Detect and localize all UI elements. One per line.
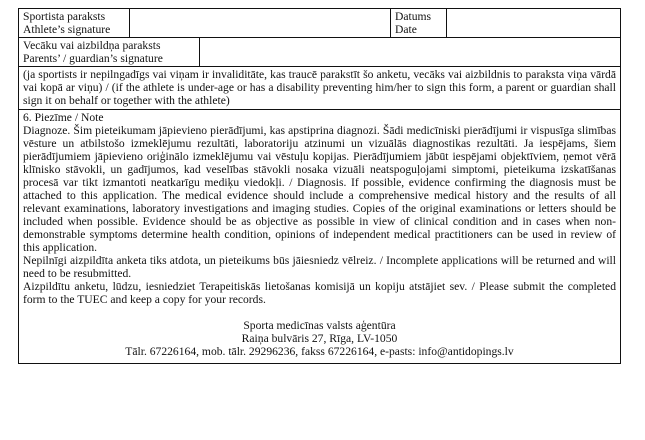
athlete-signature-field[interactable] [130,9,391,37]
incomplete-applications-text: Nepilnīgi aizpildīta anketa tiks atdota, un pieteikums būs jāiesniedz vēlreiz. / Incomplete applications will be returned and will need to be resubmitted. [23,254,616,280]
note-section [19,110,620,363]
date-label-en: Date [395,23,417,36]
submit-instructions-text: Aizpildītu anketu, lūdzu, iesniedziet Terapeitiskās lietošanas komisijā un kopiju atstājiet sev. / Please submit the completed form to the TUEC and keep a copy for your records. [23,280,616,306]
guardian-signature-label-en: Parents’ / guardian’s signature [23,52,163,65]
athlete-signature-label [19,9,130,37]
guardian-signature-label-lv: Vecāku vai aizbildņa paraksts [23,39,161,52]
guardian-note: (ja sportists ir nepilngadīgs vai viņam ir invaliditāte, kas traucē parakstīt šo anketu, vecāks vai aizbildnis to paraksta viņa vārdā vai kopā ar viņu) / (if the athlete is under-age or has a disability preventing him/her to sign this form, a parent or guardian shall sign it on behalf or together with the athlete) [23,68,616,107]
agency-contacts: Tālr. 67226164, mob. tālr. 29296236, fakss 67226164, e-pasts: info@antidopings.lv [125,345,514,358]
athlete-signature-label-lv: Sportista paraksts [23,10,106,23]
agency-name: Sporta medicīnas valsts aģentūra [243,319,396,332]
athlete-signature-row [19,9,620,38]
date-label [391,9,447,37]
agency-footer [23,319,616,358]
athlete-signature-label-en: Athlete’s signature [23,23,111,36]
agency-address: Raiņa bulvāris 27, Rīga, LV-1050 [241,332,398,345]
guardian-note-row [19,67,620,110]
guardian-signature-row [19,38,620,67]
diagnosis-text: Diagnoze. Šim pieteikumam jāpievieno pierādījumi, kas apstiprina diagnozi. Šādi medicīniski pierādījumi ir vispusīga slimības vēsture un atbilstošo izmeklējumu rezultāti, laboratoriju atzinumi un vizuālās diagnostikas rezultāti. Ja iespējams, šiem pierādījumiem jāpievieno oriģinālo izmeklējumu vai vēstuļu kopijas. Pierādījumiem jābūt iespējami objektīviem, ņemot vērā klīnisko stāvokli, un gadījumos, kad veselības stāvokli nosaka vizuāli neatspoguļojami simptomi, pieteikuma izskatīšanas procesā var tikt izmantoti neatkarīgu mediķu viedokļi. / Diagnosis. If possible, evidence confirming the diagnosis must be attached to this application. The medical evidence should include a comprehensive medical history and the results of all relevant examinations, laboratory investigations and imaging studies. Copies of the original examinations or letters should be included when possible. Evidence should be as objective as possible in view of clinical condition and in cases when non-demonstrable symptoms determine health condition, opinions of independent medical practitioners can be used in review of this application. [23,124,616,254]
guardian-signature-field[interactable] [200,38,620,66]
date-field[interactable] [447,9,620,37]
guardian-signature-label [19,38,200,66]
date-label-lv: Datums [395,10,432,23]
tue-form-section [18,8,621,364]
note-heading: 6. Piezīme / Note [23,111,104,124]
